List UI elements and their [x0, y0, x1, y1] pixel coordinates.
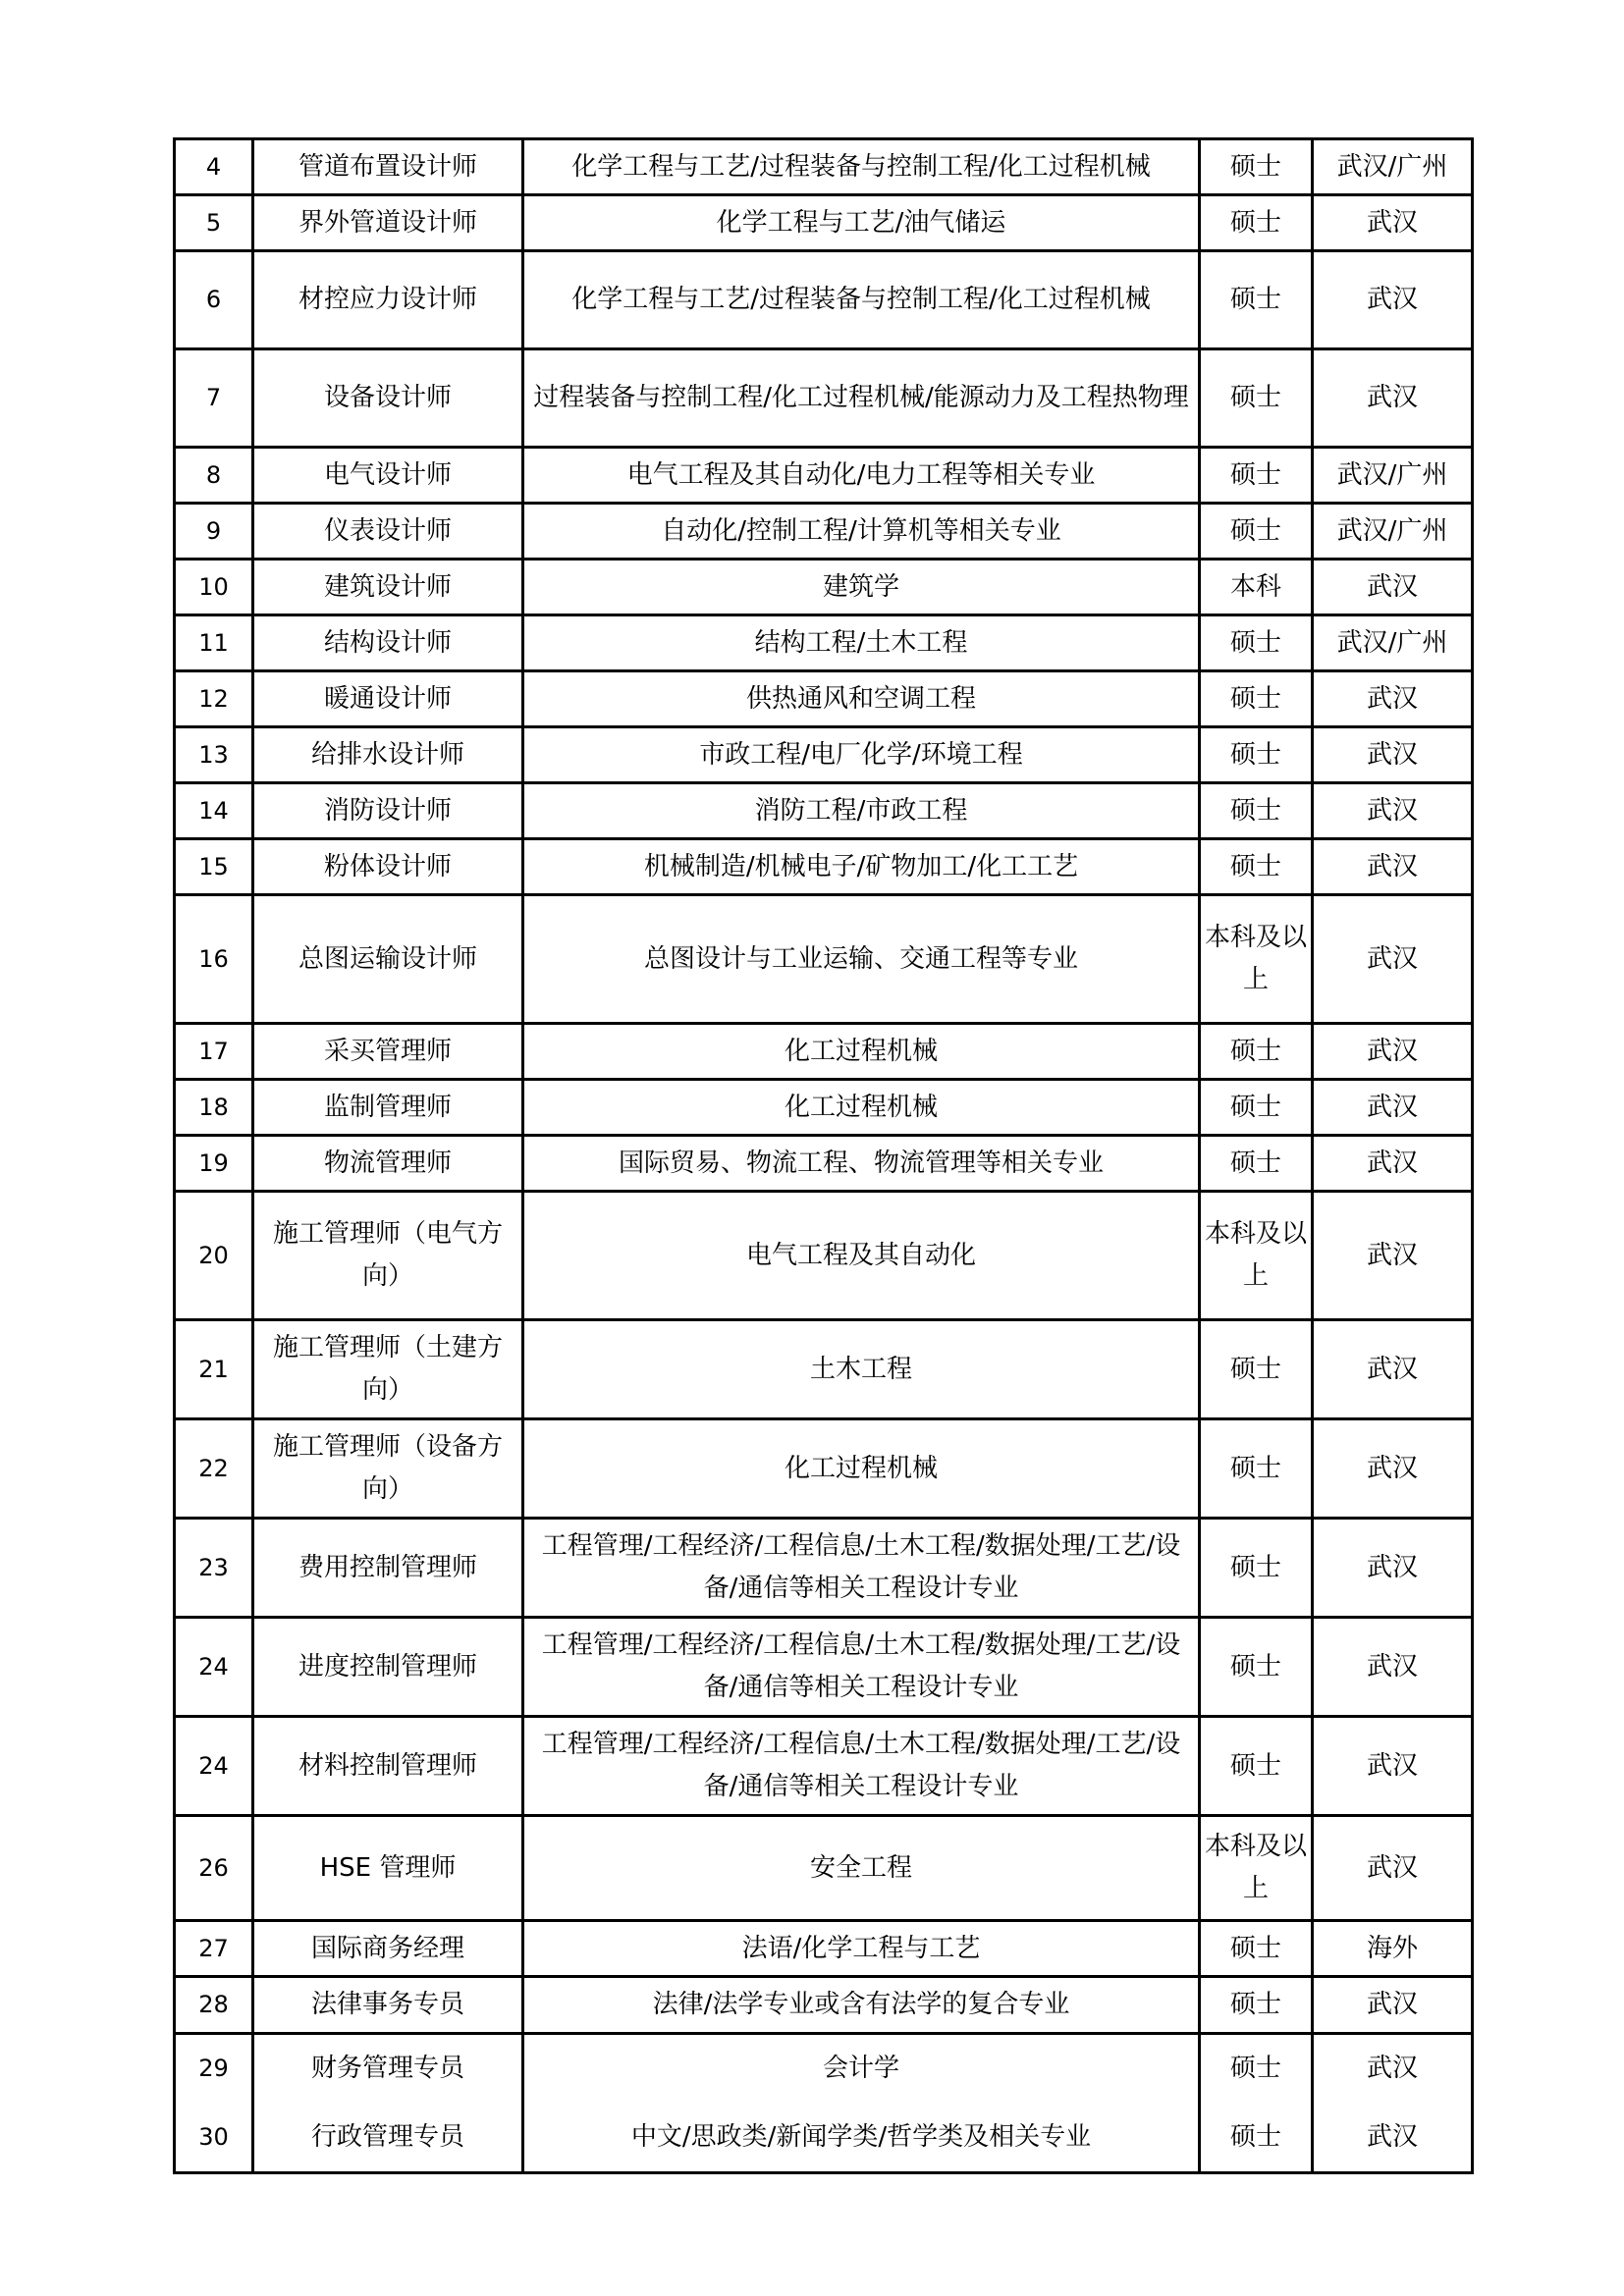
major-cell: 工程管理/工程经济/工程信息/土木工程/数据处理/工艺/设备/通信等相关工程设计专业	[523, 1519, 1200, 1618]
major-cell: 消防工程/市政工程	[523, 783, 1200, 839]
row-number: 6	[175, 251, 253, 349]
row-number: 23	[175, 1519, 253, 1618]
degree-cell: 硕士	[1200, 2034, 1313, 2104]
degree-cell: 硕士	[1200, 1717, 1313, 1816]
major-cell: 法律/法学专业或含有法学的复合专业	[523, 1977, 1200, 2034]
row-number: 10	[175, 560, 253, 615]
table-row	[175, 1419, 1473, 1519]
row-number: 24	[175, 1618, 253, 1717]
location-cell: 海外	[1313, 1921, 1473, 1977]
degree-cell: 硕士	[1200, 727, 1313, 783]
location-cell: 武汉	[1313, 1977, 1473, 2034]
location-cell: 武汉	[1313, 895, 1473, 1024]
degree-cell: 硕士	[1200, 139, 1313, 195]
degree-cell: 硕士	[1200, 1080, 1313, 1136]
position-cell: 行政管理专员	[253, 2104, 523, 2173]
degree-cell: 硕士	[1200, 1977, 1313, 2034]
row-number: 27	[175, 1921, 253, 1977]
table-row	[175, 1816, 1473, 1921]
location-cell: 武汉/广州	[1313, 448, 1473, 504]
row-number: 7	[175, 349, 253, 448]
location-cell: 武汉	[1313, 1519, 1473, 1618]
position-cell: 国际商务经理	[253, 1921, 523, 1977]
position-cell: 消防设计师	[253, 783, 523, 839]
row-number: 20	[175, 1192, 253, 1320]
location-cell: 武汉/广州	[1313, 139, 1473, 195]
location-cell: 武汉	[1313, 251, 1473, 349]
table-row	[175, 1977, 1473, 2034]
position-cell: 监制管理师	[253, 1080, 523, 1136]
degree-cell: 本科及以上	[1200, 1192, 1313, 1320]
row-number: 15	[175, 839, 253, 895]
location-cell: 武汉	[1313, 1320, 1473, 1419]
major-cell: 中文/思政类/新闻学类/哲学类及相关专业	[523, 2104, 1200, 2173]
degree-cell: 硕士	[1200, 349, 1313, 448]
major-cell: 机械制造/机械电子/矿物加工/化工工艺	[523, 839, 1200, 895]
row-number: 22	[175, 1419, 253, 1519]
major-cell: 土木工程	[523, 1320, 1200, 1419]
table-row	[175, 195, 1473, 251]
table-row	[175, 671, 1473, 727]
table-row	[175, 251, 1473, 349]
position-cell: 施工管理师（电气方向）	[253, 1192, 523, 1320]
row-number: 16	[175, 895, 253, 1024]
major-cell: 国际贸易、物流工程、物流管理等相关专业	[523, 1136, 1200, 1192]
location-cell: 武汉	[1313, 839, 1473, 895]
row-number: 4	[175, 139, 253, 195]
degree-cell: 硕士	[1200, 1136, 1313, 1192]
position-cell: 材控应力设计师	[253, 251, 523, 349]
major-cell: 化工过程机械	[523, 1024, 1200, 1080]
table-row	[175, 1024, 1473, 1080]
row-number: 8	[175, 448, 253, 504]
degree-cell: 硕士	[1200, 1419, 1313, 1519]
position-cell: 建筑设计师	[253, 560, 523, 615]
location-cell: 武汉	[1313, 1717, 1473, 1816]
row-number: 17	[175, 1024, 253, 1080]
table-row	[175, 560, 1473, 615]
location-cell: 武汉	[1313, 1816, 1473, 1921]
job-table-body	[175, 139, 1473, 2173]
major-cell: 自动化/控制工程/计算机等相关专业	[523, 504, 1200, 560]
location-cell: 武汉/广州	[1313, 615, 1473, 671]
position-cell: 财务管理专员	[253, 2034, 523, 2104]
degree-cell: 硕士	[1200, 1921, 1313, 1977]
major-cell: 化工过程机械	[523, 1419, 1200, 1519]
major-cell: 建筑学	[523, 560, 1200, 615]
table-row	[175, 2104, 1473, 2173]
row-number: 18	[175, 1080, 253, 1136]
table-row	[175, 1136, 1473, 1192]
table-row	[175, 895, 1473, 1024]
major-cell: 化学工程与工艺/油气储运	[523, 195, 1200, 251]
major-cell: 结构工程/土木工程	[523, 615, 1200, 671]
degree-cell: 硕士	[1200, 1519, 1313, 1618]
degree-cell: 硕士	[1200, 2104, 1313, 2173]
location-cell: 武汉	[1313, 2104, 1473, 2173]
row-number: 19	[175, 1136, 253, 1192]
location-cell: 武汉	[1313, 1024, 1473, 1080]
location-cell: 武汉	[1313, 349, 1473, 448]
table-row	[175, 504, 1473, 560]
degree-cell: 硕士	[1200, 448, 1313, 504]
location-cell: 武汉	[1313, 560, 1473, 615]
major-cell: 电气工程及其自动化	[523, 1192, 1200, 1320]
job-table	[173, 137, 1474, 2174]
table-row	[175, 2034, 1473, 2104]
degree-cell: 硕士	[1200, 615, 1313, 671]
row-number: 11	[175, 615, 253, 671]
row-number: 5	[175, 195, 253, 251]
table-row	[175, 1618, 1473, 1717]
degree-cell: 硕士	[1200, 1024, 1313, 1080]
major-cell: 供热通风和空调工程	[523, 671, 1200, 727]
position-cell: HSE 管理师	[253, 1816, 523, 1921]
position-cell: 法律事务专员	[253, 1977, 523, 2034]
row-number: 9	[175, 504, 253, 560]
table-row	[175, 1519, 1473, 1618]
position-cell: 管道布置设计师	[253, 139, 523, 195]
position-cell: 施工管理师（设备方向）	[253, 1419, 523, 1519]
major-cell: 会计学	[523, 2034, 1200, 2104]
degree-cell: 硕士	[1200, 195, 1313, 251]
table-row	[175, 615, 1473, 671]
location-cell: 武汉	[1313, 1136, 1473, 1192]
position-cell: 物流管理师	[253, 1136, 523, 1192]
position-cell: 仪表设计师	[253, 504, 523, 560]
major-cell: 电气工程及其自动化/电力工程等相关专业	[523, 448, 1200, 504]
table-row	[175, 1921, 1473, 1977]
major-cell: 安全工程	[523, 1816, 1200, 1921]
major-cell: 过程装备与控制工程/化工过程机械/能源动力及工程热物理	[523, 349, 1200, 448]
location-cell: 武汉/广州	[1313, 504, 1473, 560]
position-cell: 采买管理师	[253, 1024, 523, 1080]
table-row	[175, 1192, 1473, 1320]
degree-cell: 硕士	[1200, 1320, 1313, 1419]
location-cell: 武汉	[1313, 727, 1473, 783]
major-cell: 工程管理/工程经济/工程信息/土木工程/数据处理/工艺/设备/通信等相关工程设计专业	[523, 1618, 1200, 1717]
degree-cell: 硕士	[1200, 504, 1313, 560]
degree-cell: 硕士	[1200, 783, 1313, 839]
major-cell: 化工过程机械	[523, 1080, 1200, 1136]
position-cell: 粉体设计师	[253, 839, 523, 895]
table-row	[175, 1080, 1473, 1136]
position-cell: 材料控制管理师	[253, 1717, 523, 1816]
location-cell: 武汉	[1313, 195, 1473, 251]
position-cell: 结构设计师	[253, 615, 523, 671]
table-row	[175, 349, 1473, 448]
row-number: 28	[175, 1977, 253, 2034]
position-cell: 总图运输设计师	[253, 895, 523, 1024]
row-number: 30	[175, 2104, 253, 2173]
position-cell: 施工管理师（土建方向）	[253, 1320, 523, 1419]
major-cell: 市政工程/电厂化学/环境工程	[523, 727, 1200, 783]
row-number: 26	[175, 1816, 253, 1921]
degree-cell: 硕士	[1200, 671, 1313, 727]
position-cell: 电气设计师	[253, 448, 523, 504]
table-row	[175, 1717, 1473, 1816]
location-cell: 武汉	[1313, 1419, 1473, 1519]
location-cell: 武汉	[1313, 783, 1473, 839]
row-number: 24	[175, 1717, 253, 1816]
position-cell: 费用控制管理师	[253, 1519, 523, 1618]
row-number: 29	[175, 2034, 253, 2104]
major-cell: 法语/化学工程与工艺	[523, 1921, 1200, 1977]
position-cell: 给排水设计师	[253, 727, 523, 783]
table-row	[175, 839, 1473, 895]
major-cell: 工程管理/工程经济/工程信息/土木工程/数据处理/工艺/设备/通信等相关工程设计专业	[523, 1717, 1200, 1816]
degree-cell: 硕士	[1200, 1618, 1313, 1717]
location-cell: 武汉	[1313, 1192, 1473, 1320]
degree-cell: 本科及以上	[1200, 895, 1313, 1024]
degree-cell: 本科及以上	[1200, 1816, 1313, 1921]
position-cell: 设备设计师	[253, 349, 523, 448]
position-cell: 界外管道设计师	[253, 195, 523, 251]
table-row	[175, 1320, 1473, 1419]
major-cell: 化学工程与工艺/过程装备与控制工程/化工过程机械	[523, 139, 1200, 195]
location-cell: 武汉	[1313, 2034, 1473, 2104]
degree-cell: 硕士	[1200, 839, 1313, 895]
location-cell: 武汉	[1313, 671, 1473, 727]
row-number: 14	[175, 783, 253, 839]
location-cell: 武汉	[1313, 1080, 1473, 1136]
row-number: 12	[175, 671, 253, 727]
row-number: 13	[175, 727, 253, 783]
table-row	[175, 783, 1473, 839]
location-cell: 武汉	[1313, 1618, 1473, 1717]
degree-cell: 本科	[1200, 560, 1313, 615]
table-row	[175, 448, 1473, 504]
position-cell: 暖通设计师	[253, 671, 523, 727]
major-cell: 化学工程与工艺/过程装备与控制工程/化工过程机械	[523, 251, 1200, 349]
row-number: 21	[175, 1320, 253, 1419]
table-row	[175, 139, 1473, 195]
table-row	[175, 727, 1473, 783]
position-cell: 进度控制管理师	[253, 1618, 523, 1717]
major-cell: 总图设计与工业运输、交通工程等专业	[523, 895, 1200, 1024]
degree-cell: 硕士	[1200, 251, 1313, 349]
